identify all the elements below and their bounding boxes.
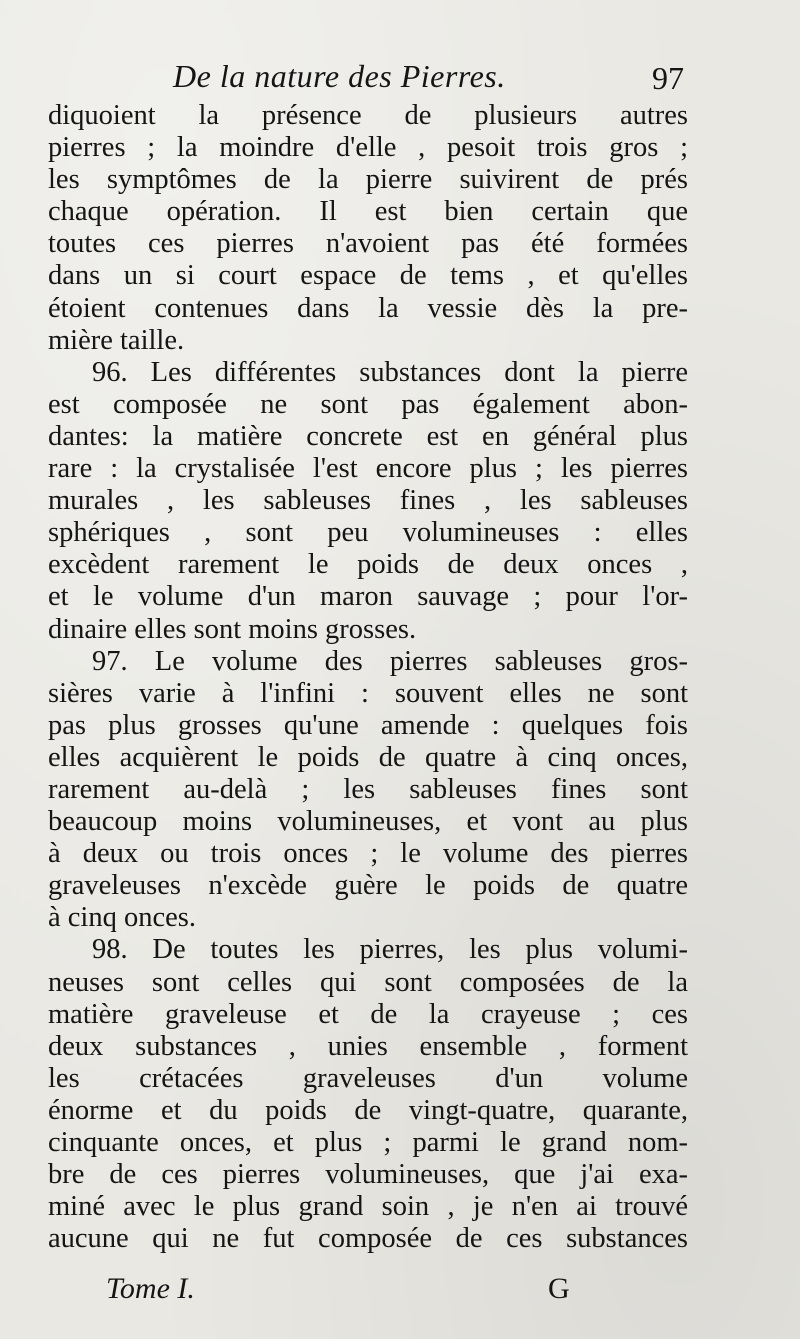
page-footer bbox=[48, 1272, 688, 1312]
text-line: toutes ces pierres n'avoient pas été formées bbox=[48, 228, 688, 260]
text-line: énorme et du poids de vingt-quatre, quarante, bbox=[48, 1094, 688, 1126]
text-line: aucune qui ne fut composée de ces substances bbox=[48, 1223, 688, 1255]
text-line: à cinq onces. bbox=[48, 902, 196, 934]
running-title: De la nature des Pierres. bbox=[173, 58, 506, 94]
page-number: 97 bbox=[652, 60, 684, 96]
text-line: les crétacées graveleuses d'un volume bbox=[48, 1062, 688, 1094]
text-line: elles acquièrent le poids de quatre à cinq onces, bbox=[48, 741, 688, 773]
text-line: mière taille. bbox=[48, 324, 185, 356]
text-line: neuses sont celles qui sont composées de la bbox=[48, 966, 688, 998]
text-line: dinaire elles sont moins grosses. bbox=[48, 613, 417, 645]
text-line: les symptômes de la pierre suivirent de prés bbox=[48, 164, 688, 196]
text-line: graveleuses n'excède guère le poids de quatre bbox=[48, 870, 688, 902]
text-line: rarement au-delà ; les sableuses fines sont bbox=[48, 773, 688, 805]
text-line: étoient contenues dans la vessie dès la pre- bbox=[48, 292, 688, 324]
text-line: sières varie à l'infini : souvent elles ne sont bbox=[48, 677, 688, 709]
signature-mark: G bbox=[548, 1272, 570, 1305]
text-line: bre de ces pierres volumineuses, que j'ai exa- bbox=[48, 1159, 688, 1191]
text-line: chaque opération. Il est bien certain que bbox=[48, 196, 688, 228]
text-line: sphériques , sont peu volumineuses : elles bbox=[48, 517, 688, 549]
text-line: à deux ou trois onces ; le volume des pierres bbox=[48, 838, 688, 870]
text-line: pas plus grosses qu'une amende : quelques fois bbox=[48, 709, 688, 741]
text-line: rare : la crystalisée l'est encore plus ; les pierres bbox=[48, 453, 688, 485]
body-text bbox=[48, 100, 688, 1255]
text-line: pierres ; la moindre d'elle , pesoit trois gros ; bbox=[48, 132, 688, 164]
text-line: matière graveleuse et de la crayeuse ; ces bbox=[48, 998, 688, 1030]
volume-mark: Tome I. bbox=[106, 1272, 195, 1305]
text-line: diquoient la présence de plusieurs autres bbox=[48, 100, 688, 131]
paragraph-97-start: 97. Le volume des pierres sableuses gros- bbox=[92, 645, 688, 677]
paragraph-96-start: 96. Les différentes substances dont la pierre bbox=[92, 356, 688, 388]
text-line: excèdent rarement le poids de deux onces , bbox=[48, 549, 688, 581]
text-line: dans un si court espace de tems , et qu'elles bbox=[48, 260, 688, 292]
text-line: deux substances , unies ensemble , forment bbox=[48, 1030, 688, 1062]
text-line: et le volume d'un maron sauvage ; pour l'or- bbox=[48, 581, 688, 613]
text-line: miné avec le plus grand soin , je n'en ai trouvé bbox=[48, 1191, 688, 1223]
page-header bbox=[48, 58, 688, 98]
text-line: beaucoup moins volumineuses, et vont au plus bbox=[48, 806, 688, 838]
text-line: murales , les sableuses fines , les sableuses bbox=[48, 485, 688, 517]
text-line: est composée ne sont pas également abon- bbox=[48, 388, 688, 420]
text-line: cinquante onces, et plus ; parmi le grand nom- bbox=[48, 1127, 688, 1158]
paragraph-98-start: 98. De toutes les pierres, les plus volumi- bbox=[92, 934, 688, 966]
text-line: dantes: la matière concrete est en général plus bbox=[48, 420, 688, 452]
